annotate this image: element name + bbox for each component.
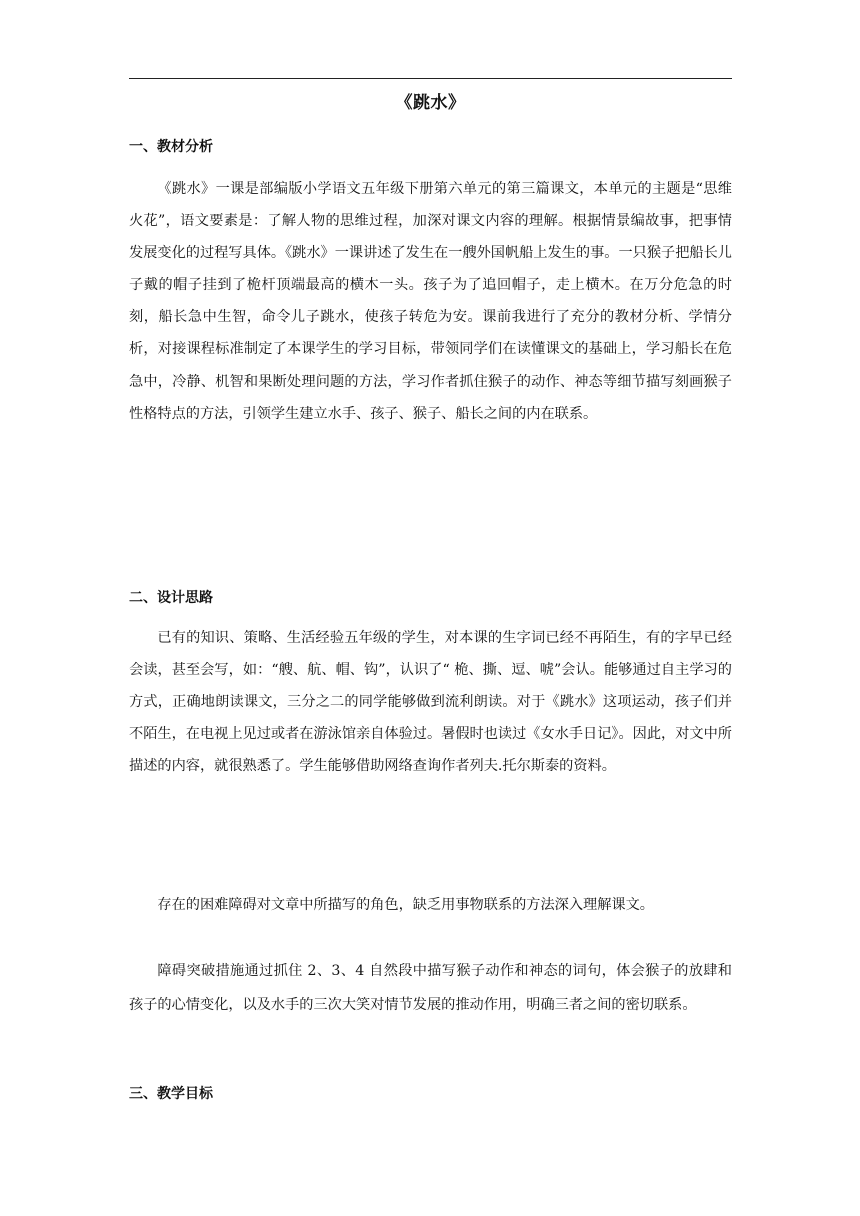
header-rule — [129, 78, 732, 79]
section-paragraph: 已有的知识、策略、生活经验五年级的学生，对本课的生字词已经不再陌生，有的字早已经会读，甚至会写，如：“艘、航、帽、钩”，认识了“ 桅、撕、逗、唬”会认。能够通过自主学习的方式，正确地朗读课文，三分之二的同学能够做到流利朗读。对于《跳水》这项运动，孩子们并不陌生，在电视上见过或者在游泳馆亲自体验过。暑假时也读过《女水手日记》。因此，对文中所描述的内容，就很熟悉了。学生能够借助网络查询作者列夫.托尔斯泰的资料。 — [129, 630, 732, 775]
section-heading-design-idea: 二、设计思路 — [129, 590, 213, 606]
section-paragraph: 《跳水》一课是部编版小学语文五年级下册第六单元的第三篇课文，本单元的主题是“思维火花”，语文要素是：了解人物的思维过程，加深对课文内容的理解。根据情景编故事，把事情发展变化的过程写具体。《跳水》一课讲述了发生在一艘外国帆船上发生的事。一只猴子把船长儿子戴的帽子挂到了桅杆顶端最高的横木一头。孩子为了追回帽子，走上横木。在万分危急的时刻，船长急中生智，命令儿子跳水，使孩子转危为安。课前我进行了充分的教材分析、学情分析，对接课程标准制定了本课学生的学习目标，带领同学们在读懂课文的基础上，学习船长在危急中，冷静、机智和果断处理问题的方法，学习作者抓住猴子的动作、神态等细节描写刻画猴子性格特点的方法，引领学生建立水手、孩子、猴子、船长之间的内在联系。 — [129, 181, 732, 422]
section-heading-teaching-goals: 三、教学目标 — [129, 1086, 213, 1102]
section-paragraph: 存在的困难障碍对文章中所描写的角色，缺乏用事物联系的方法深入理解课文。 — [157, 897, 654, 913]
section-heading-textbook-analysis: 一、教材分析 — [129, 139, 213, 155]
section-paragraph: 障碍突破措施通过抓住 2、3、4 自然段中描写猴子动作和神态的词句，体会猴子的放肆和孩子的心情变化，以及水手的三次大笑对情节发展的推动作用，明确三者之间的密切联系。 — [129, 963, 732, 1013]
document-title: 《跳水》 — [395, 93, 466, 113]
